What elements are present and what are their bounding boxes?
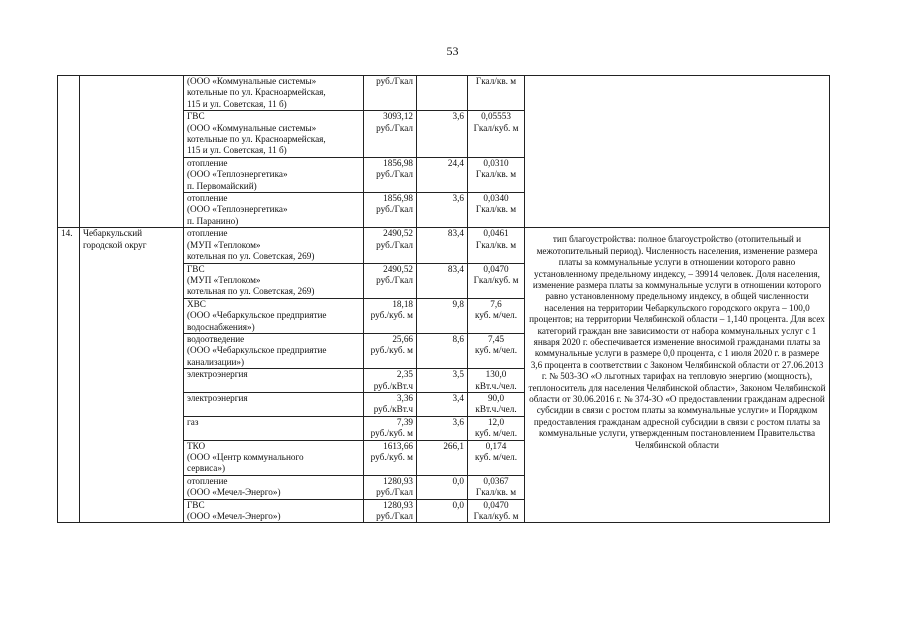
tariff-line: 3,36 (396, 392, 413, 403)
service-cell (184, 392, 364, 416)
service-line: (ООО «Центр коммунального (187, 452, 304, 462)
tariff-line: 18,18 (392, 298, 413, 309)
tariff-line: руб./Гкал (376, 239, 413, 250)
service-cell (184, 193, 364, 228)
norm-line: куб. м/чел. (474, 345, 518, 356)
volume-cell: 83,4 (417, 228, 468, 263)
tariff-line: 1613,66 (383, 440, 413, 451)
norm-line: Гкал/куб. м (473, 511, 519, 522)
service-line: газ (187, 416, 199, 427)
tariff-cell (364, 76, 417, 111)
tariff-line: руб./кВт.ч (373, 380, 413, 391)
volume-cell: 83,4 (417, 263, 468, 298)
norm-cell (468, 499, 525, 523)
norm-line: 12,0 (487, 416, 505, 427)
tariff-cell (364, 333, 417, 368)
service-line: (ООО «Чебаркульское предприятие (187, 310, 327, 321)
service-line: котельная по ул. Советская, 269) (187, 251, 315, 262)
norm-cell (468, 369, 525, 393)
volume-cell: 3,6 (417, 111, 468, 158)
service-line: (ООО «Теплоэнергетика» (187, 169, 288, 180)
norm-line: куб. м/чел. (474, 428, 518, 439)
tariff-line: 2,35 (396, 369, 413, 380)
tariff-line: руб./куб. м (370, 345, 413, 356)
tariff-cell (364, 228, 417, 263)
norm-line: 0,0470 (483, 263, 509, 274)
volume-cell: 3,4 (417, 392, 468, 416)
norm-line: 130,0 (485, 369, 507, 380)
tariff-cell (364, 111, 417, 158)
norm-line: 0,0470 (483, 499, 509, 510)
norm-cell (468, 157, 525, 192)
service-line: п. Паранино) (187, 215, 239, 226)
tariff-line: 1856,98 (383, 193, 413, 204)
tariff-line: руб./Гкал (376, 76, 413, 86)
norm-cell (468, 263, 525, 298)
norm-cell (468, 76, 525, 111)
norm-line: Гкал/кв. м (475, 204, 517, 215)
norm-cell (468, 111, 525, 158)
norm-line: 7,6 (490, 298, 502, 309)
service-line: (ООО «Мечел-Энерго») (187, 511, 281, 522)
row-number: 14. (58, 228, 80, 523)
service-line: канализации») (187, 356, 245, 367)
tariff-line: 2490,52 (383, 228, 413, 239)
tariff-line: руб./Гкал (376, 511, 413, 522)
tariff-cell (364, 392, 417, 416)
tariff-line: руб./куб. м (370, 428, 413, 439)
service-line: (ООО «Мечел-Энерго») (187, 487, 281, 498)
service-cell (184, 440, 364, 475)
norm-line: 0,0340 (483, 193, 509, 204)
service-line: ГВС (187, 111, 205, 122)
service-line: сервиса») (187, 463, 226, 474)
service-line: водоотведение (187, 333, 245, 344)
tariff-cell (364, 416, 417, 440)
tariff-line: 3093,12 (383, 111, 413, 122)
tariff-line: руб./Гкал (376, 169, 413, 180)
tariff-line: руб./Гкал (376, 274, 413, 285)
service-line: ГВС (187, 499, 205, 510)
service-line: (МУП «Теплоком» (187, 239, 261, 250)
tariff-cell (364, 440, 417, 475)
table-row (58, 228, 830, 263)
tariff-cell (364, 193, 417, 228)
tariff-cell (364, 369, 417, 393)
norm-line: 7,45 (487, 333, 505, 344)
tariff-line: руб./Гкал (376, 487, 413, 498)
service-line: отопление (187, 157, 228, 168)
tariff-cell (364, 499, 417, 523)
volume-cell: 0,0 (417, 475, 468, 499)
norm-cell (468, 298, 525, 333)
norm-cell (468, 416, 525, 440)
service-line: отопление (187, 475, 228, 486)
tariff-cell (364, 475, 417, 499)
volume-cell: 3,6 (417, 193, 468, 228)
service-cell (184, 76, 364, 111)
norm-line: 0,0310 (483, 157, 509, 168)
service-cell (184, 263, 364, 298)
tariff-line: руб./куб. м (370, 310, 413, 321)
tariff-line: 1280,93 (383, 499, 413, 510)
service-line: (ООО «Коммунальные системы» (187, 76, 317, 86)
norm-cell (468, 392, 525, 416)
service-cell (184, 228, 364, 263)
norm-line: 0,0461 (483, 228, 509, 239)
volume-cell (417, 76, 468, 111)
service-cell (184, 111, 364, 158)
volume-cell: 9,8 (417, 298, 468, 333)
norm-line: 90,0 (487, 392, 505, 403)
service-cell (184, 499, 364, 523)
volume-cell: 266,1 (417, 440, 468, 475)
municipality-name: Чебаркульский городской округ (80, 228, 184, 523)
service-line: котельные по ул. Красноармейская, (187, 134, 326, 145)
service-line: котельная по ул. Советская, 269) (187, 286, 315, 297)
volume-cell: 3,5 (417, 369, 468, 393)
service-cell (184, 369, 364, 393)
service-line: отопление (187, 228, 228, 239)
tariff-line: 25,66 (392, 333, 413, 344)
volume-cell: 24,4 (417, 157, 468, 192)
norm-line: куб. м/чел. (474, 310, 518, 321)
tariff-line: 1856,98 (383, 157, 413, 168)
page-number: 53 (446, 44, 459, 58)
norm-line: Гкал/куб. м (473, 122, 519, 133)
service-cell (184, 475, 364, 499)
service-line: котельные по ул. Красноармейская, (187, 87, 326, 98)
norm-line: Гкал/кв. м (475, 169, 517, 180)
tariff-table (57, 75, 830, 523)
service-line: (ООО «Чебаркульское предприятие (187, 345, 327, 356)
norm-line: кВт.ч./чел. (475, 380, 517, 391)
service-line: 115 и ул. Советская, 11 б) (187, 145, 287, 156)
norm-cell (468, 475, 525, 499)
service-cell (184, 157, 364, 192)
service-cell (184, 298, 364, 333)
table-row (58, 76, 830, 111)
service-line: (МУП «Теплоком» (187, 274, 261, 285)
service-cell (184, 333, 364, 368)
norm-cell (468, 193, 525, 228)
norm-line: 0,0367 (483, 475, 509, 486)
norm-line: Гкал/кв. м (475, 76, 517, 86)
service-line: электроэнергия (187, 369, 248, 380)
volume-cell: 0,0 (417, 499, 468, 523)
volume-cell: 8,6 (417, 333, 468, 368)
service-cell (184, 416, 364, 440)
note-cell-empty (525, 76, 830, 228)
tariff-line: 1280,93 (383, 475, 413, 486)
norm-cell (468, 228, 525, 263)
norm-line: Гкал/кв. м (475, 487, 517, 498)
service-line: ХВС (187, 298, 206, 309)
tariff-line: 2490,52 (383, 263, 413, 274)
service-line: п. Первомайский) (187, 180, 257, 191)
norm-line: Гкал/куб. м (473, 274, 519, 285)
row-number-cell-empty (58, 76, 80, 228)
norm-line: куб. м/чел. (474, 452, 518, 462)
service-line: (ООО «Коммунальные системы» (187, 122, 317, 133)
norm-cell (468, 440, 525, 475)
service-line: ГВС (187, 263, 205, 274)
tariff-line: руб./Гкал (376, 204, 413, 215)
municipality-cell-empty (80, 76, 184, 228)
service-line: ТКО (187, 440, 206, 451)
norm-cell (468, 333, 525, 368)
service-line: (ООО «Теплоэнергетика» (187, 204, 288, 215)
note-text: тип благоустройства: полное благоустройство (отопительный и межотопительный период). Численность населения, изменение размера платы за коммунальные услуги в отношении которого равно установленному предельному индексу, – 39914 человек. Доля населения, изменение размера платы за коммунальные услуги в отношении которого равно установленному предельному индексу, в общей численности населения на территории Чебаркульского городского округа – 100,0 процентов; на территории Челябинской области – 1,140 процента. Для всех категорий граждан вне зависимости от набора коммунальных услуг с 1 января 2020 г. обеспечивается изменение вносимой гражданами платы за коммунальные услуги в размере 0,0 процента, с 1 июля 2020 г. в размере 3,6 процента в соответствии с Законом Челябинской области от 27.06.2013 г. № 503-ЗО «О льготных тарифах на тепловую энергию (мощность), теплоноситель для населения Челябинской области», Законом Челябинской области от 30.06.2016 г. № 374-ЗО «О предоставлении гражданам адресной субсидии в связи с ростом платы за коммунальные услуги» и Порядком предоставления гражданам адресной субсидии в связи с ростом платы за коммунальные услуги, утвержденным постановлением Правительства Челябинской области (525, 228, 830, 523)
norm-line: Гкал/кв. м (475, 239, 517, 250)
service-line: отопление (187, 193, 228, 204)
tariff-line: руб./куб. м (370, 452, 413, 462)
norm-line: 0,174 (485, 440, 507, 451)
tariff-line: руб./Гкал (376, 122, 413, 133)
tariff-line: 7,39 (396, 416, 413, 427)
tariff-cell (364, 157, 417, 192)
service-line: 115 и ул. Советская, 11 б) (187, 98, 287, 109)
tariff-cell (364, 263, 417, 298)
service-line: электроэнергия (187, 392, 248, 403)
norm-line: 0,05553 (481, 111, 511, 122)
tariff-line: руб./кВт.ч (373, 404, 413, 415)
volume-cell: 3,6 (417, 416, 468, 440)
service-line: водоснабжения») (187, 321, 255, 332)
tariff-cell (364, 298, 417, 333)
norm-line: кВт.ч./чел. (475, 404, 517, 415)
